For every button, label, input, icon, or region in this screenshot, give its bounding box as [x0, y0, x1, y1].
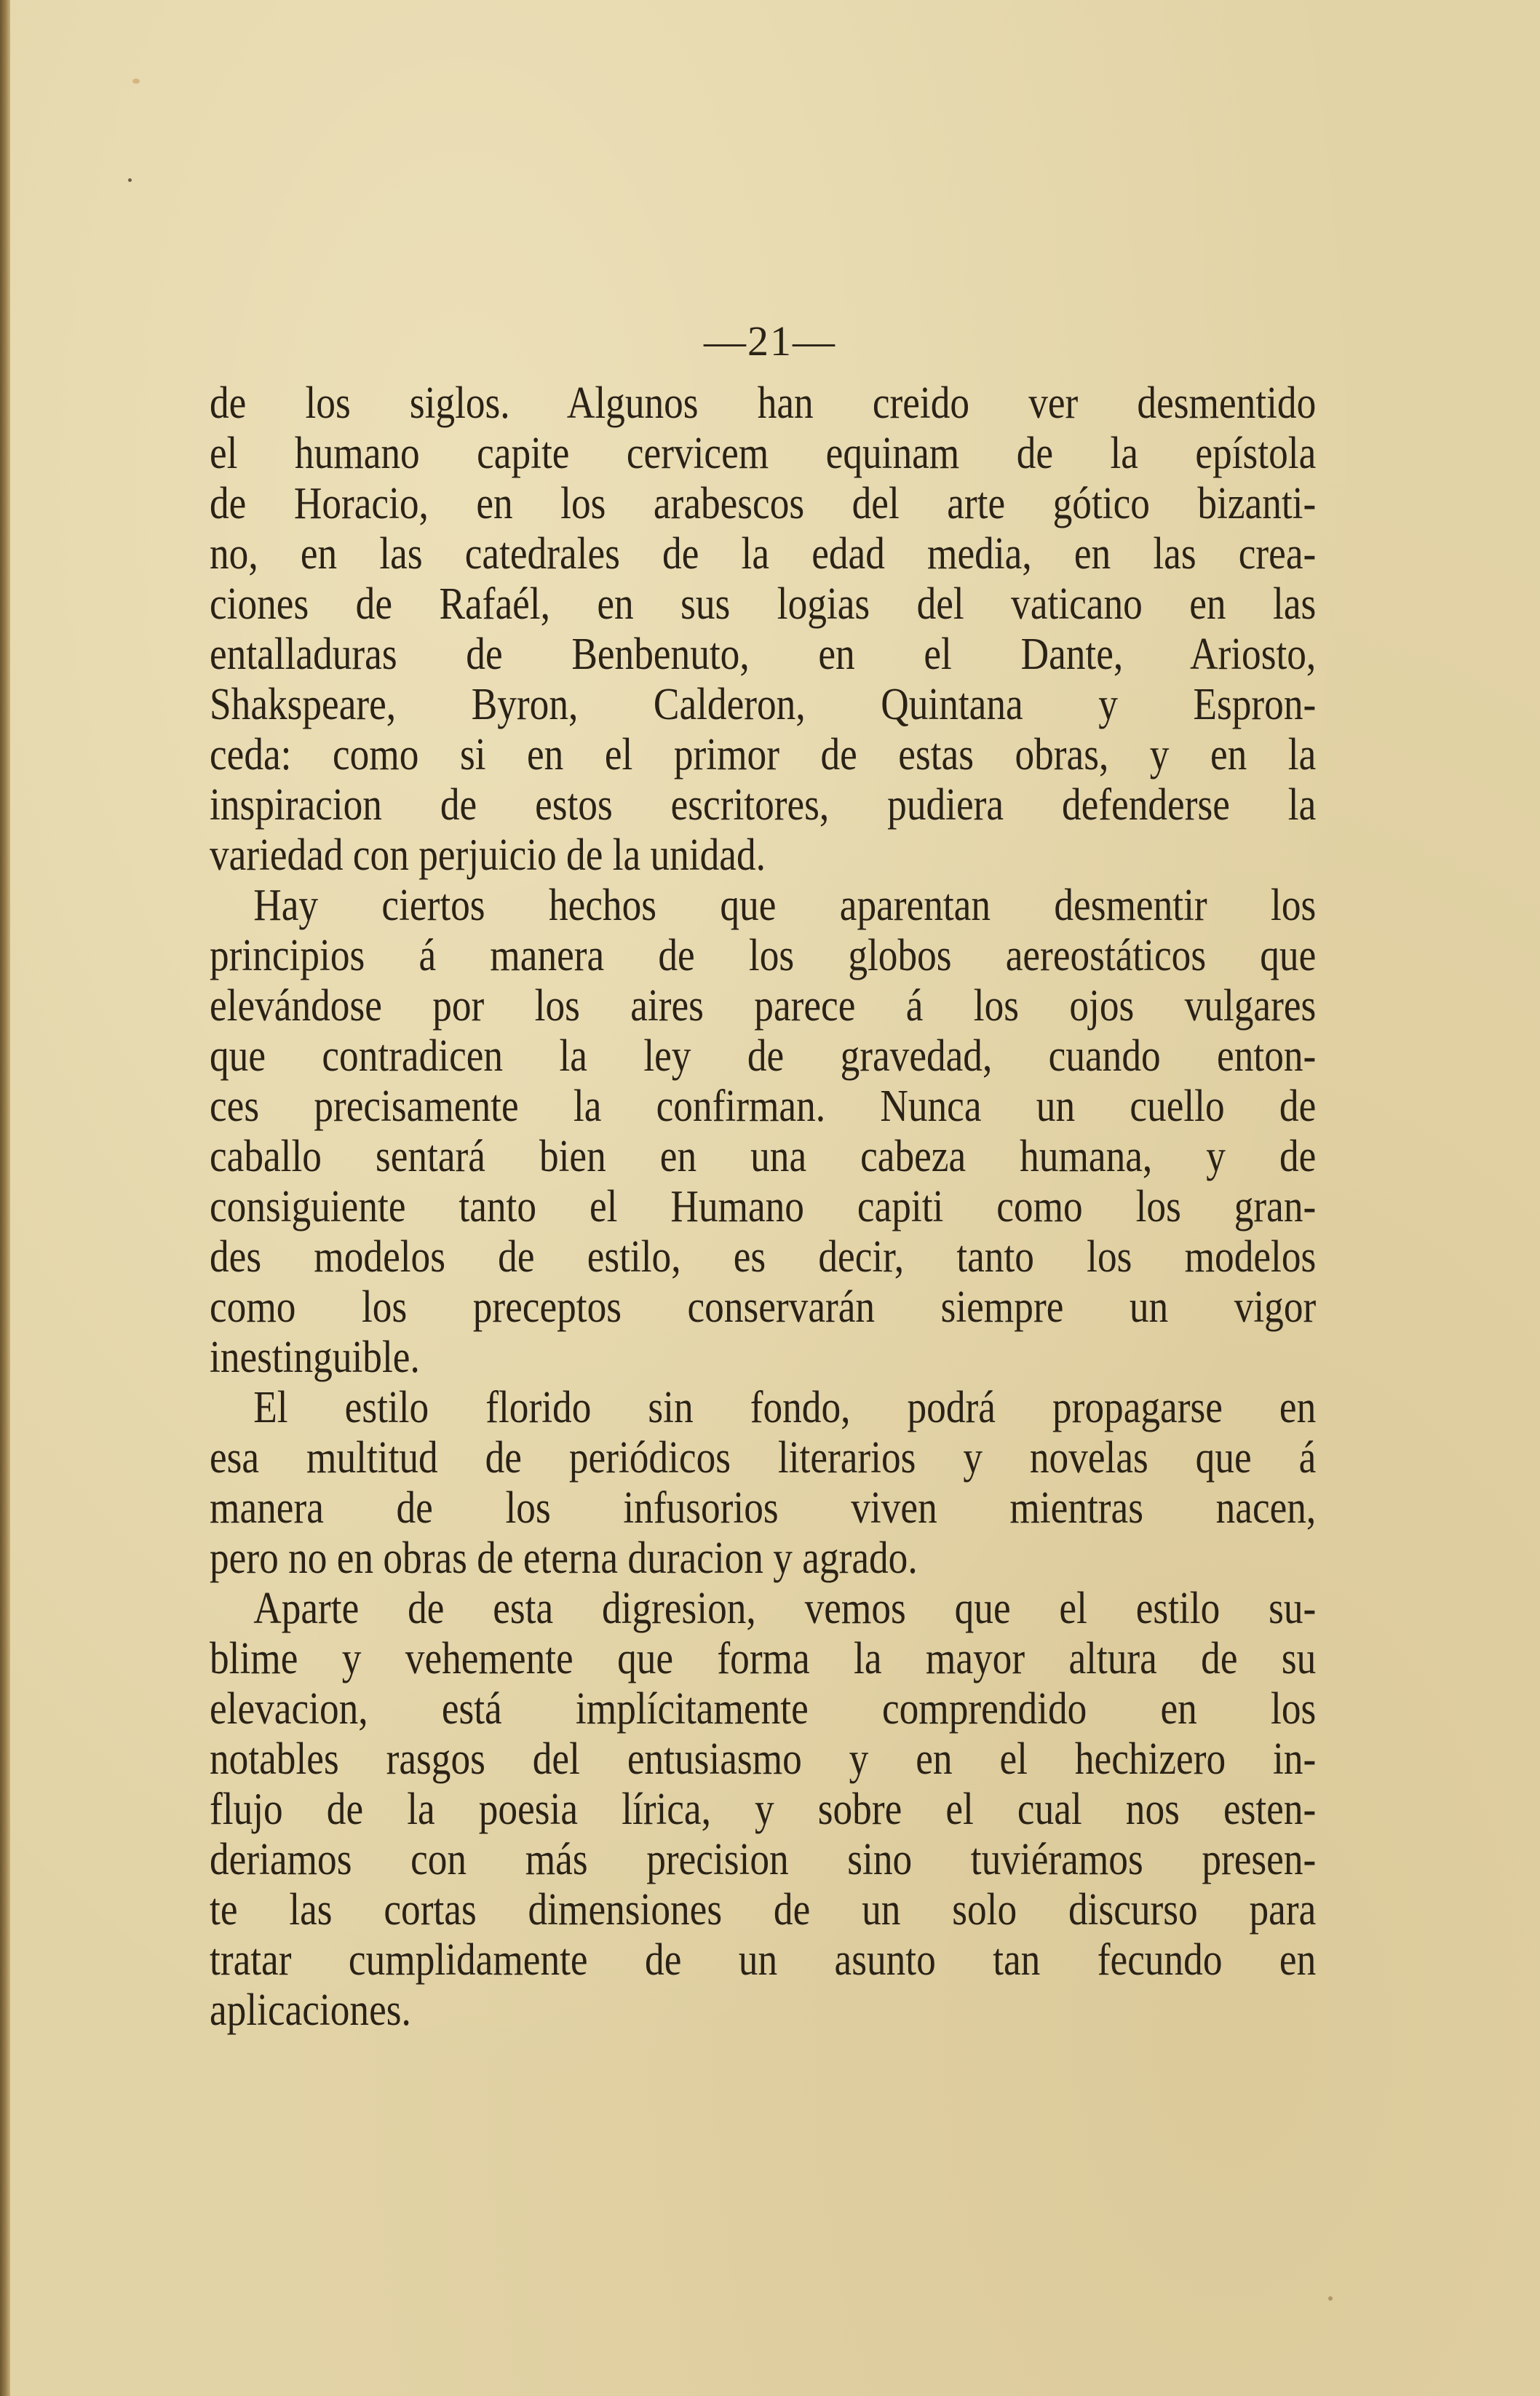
paragraph: [210, 1383, 1316, 1584]
text-line: de los siglos. Algunos han creido ver desmentido: [210, 378, 1317, 428]
text-line: Aparte de esta digresion, vemos que el estilo su-: [253, 1584, 1317, 1633]
text-line: inspiracion de estos escritores, pudiera defenderse la: [210, 780, 1317, 830]
body-text: [210, 378, 1316, 2036]
text-line: deriamos con más precision sino tuviéramos presen-: [210, 1835, 1317, 1884]
paragraph: [210, 881, 1316, 1383]
foxing-spot: [1328, 2296, 1333, 2301]
paragraph: [210, 378, 1316, 881]
text-line: blime y vehemente que forma la mayor altura de su: [210, 1634, 1317, 1683]
text-line: el humano capite cervicem equinam de la epístola: [210, 429, 1317, 478]
text-line: ceda: como si en el primor de estas obras, y en la: [210, 730, 1317, 780]
text-line: inestinguible.: [210, 1333, 420, 1382]
text-line: Hay ciertos hechos que aparentan desmentir los: [253, 881, 1317, 930]
text-line: tratar cumplidamente de un asunto tan fecundo en: [210, 1935, 1317, 1985]
text-line: entalladuras de Benbenuto, en el Dante, Ariosto,: [210, 630, 1317, 679]
text-line: des modelos de estilo, es decir, tanto los modelos: [210, 1232, 1317, 1282]
text-line: flujo de la poesia lírica, y sobre el cual nos esten-: [210, 1785, 1317, 1834]
text-line: como los preceptos conservarán siempre un vigor: [210, 1282, 1317, 1332]
text-line: pero no en obras de eterna duracion y agrado.: [210, 1534, 918, 1583]
text-line: ces precisamente la confirman. Nunca un cuello de: [210, 1082, 1317, 1131]
paragraph: [210, 1584, 1316, 2036]
text-line: Shakspeare, Byron, Calderon, Quintana y Espron-: [210, 680, 1317, 729]
text-line: El estilo florido sin fondo, podrá propagarse en: [253, 1383, 1317, 1432]
foxing-spot: [128, 178, 132, 182]
foxing-spot: [132, 79, 140, 84]
page-number: —21—: [704, 317, 836, 365]
text-line: ciones de Rafaél, en sus logias del vaticano en las: [210, 579, 1317, 629]
text-line: te las cortas dimensiones de un solo discurso para: [210, 1885, 1317, 1935]
text-line: variedad con perjuicio de la unidad.: [210, 830, 766, 880]
text-line: elevacion, está implícitamente comprendido en los: [210, 1684, 1317, 1734]
text-line: no, en las catedrales de la edad media, en las crea-: [210, 529, 1317, 579]
text-line: que contradicen la ley de gravedad, cuando enton-: [210, 1031, 1317, 1081]
text-line: principios á manera de los globos aereostáticos que: [210, 931, 1317, 980]
text-line: aplicaciones.: [210, 1986, 411, 2035]
text-line: de Horacio, en los arabescos del arte gótico bizanti-: [210, 479, 1317, 528]
text-line: elevándose por los aires parece á los ojos vulgares: [210, 981, 1317, 1031]
text-line: manera de los infusorios viven mientras nacen,: [210, 1483, 1317, 1533]
text-line: caballo sentará bien en una cabeza humana, y de: [210, 1132, 1317, 1181]
text-line: consiguiente tanto el Humano capiti como los gran-: [210, 1182, 1317, 1231]
text-line: esa multitud de periódicos literarios y novelas que á: [210, 1433, 1317, 1483]
text-line: notables rasgos del entusiasmo y en el hechizero in-: [210, 1734, 1317, 1784]
